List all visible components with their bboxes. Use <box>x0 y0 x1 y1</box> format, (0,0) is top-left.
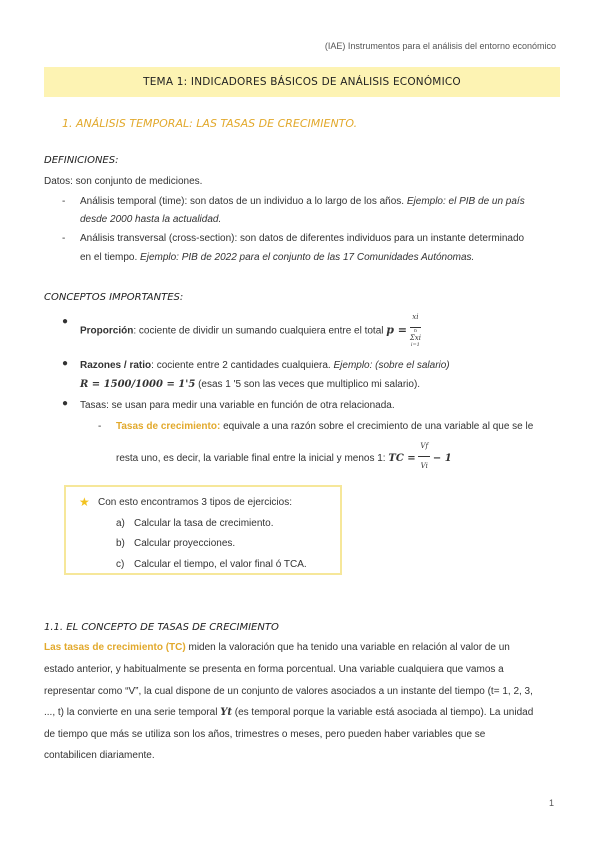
proporcion-sum: Σxi <box>409 334 421 342</box>
temporal-line-1 <box>80 192 525 211</box>
callout-item-text: Calcular el tiempo, el valor final ó TCA. <box>134 559 307 570</box>
definiciones-heading: DEFINICIONES: <box>44 155 119 166</box>
transversal-text-2: en el tiempo. <box>80 252 141 263</box>
tc-fraction <box>418 437 430 476</box>
razones-example: Ejemplo: (sobre el salario) <box>333 360 450 371</box>
section-1-1-lead: Las tasas de crecimiento (TC) <box>44 642 186 653</box>
tc-label: Tasas de crecimiento: <box>116 421 221 432</box>
proporcion-sum-bottom: i=1 <box>410 342 420 348</box>
callout-item-text: Calcular proyecciones. <box>134 538 236 549</box>
razones-formula-note: (esas 1 '5 son las veces que multiplico mi salario). <box>195 379 421 390</box>
tc-formula-rhs: − 1 <box>432 453 452 465</box>
callout-item-marker: b) <box>116 538 125 549</box>
datos-line: Datos: son conjunto de mediciones. <box>44 176 203 187</box>
star-icon: ★ <box>79 495 90 509</box>
section-1-title: 1. ANÁLISIS TEMPORAL: LAS TASAS DE CRECIMIENTO. <box>62 117 358 130</box>
proporcion-formula-lhs: p = <box>386 323 408 337</box>
section-1-1-text-1: miden la valoración que ha tenido una variable en relación al valor de un <box>185 642 510 653</box>
transversal-example: Ejemplo: PIB de 2022 para el conjunto de las 17 Comunidades Autónomas. <box>140 252 475 263</box>
callout-item-text: Calcular la tasa de crecimiento. <box>134 518 274 529</box>
callout-item-marker: c) <box>116 559 125 570</box>
tc-line-1 <box>116 417 533 436</box>
razones-text: : cociente entre 2 cantidades cualquiera. <box>151 360 334 371</box>
callout-item-marker: a) <box>116 518 125 529</box>
document-header-note: (IAE) Instrumentos para el análisis del entorno económico <box>324 41 556 51</box>
proporcion-label: Proporción <box>80 325 134 337</box>
tc-numerator: Vf <box>418 437 430 457</box>
tema-title-bar <box>44 67 560 97</box>
section-1-1-line-3: representar como “V”, la cual dispone de un conjunto de valores asociados a un instante del tiempo (t= 1, 2, 3, <box>44 686 533 697</box>
tc-formula-lhs: TC = <box>388 453 416 465</box>
section-1-1-text-4b: (es temporal porque la variable está asociada al tiempo). La unidad <box>231 707 534 718</box>
bullet-dot: ● <box>62 398 69 409</box>
tema-title: TEMA 1: INDICADORES BÁSICOS DE ANÁLISIS ECONÓMICO <box>143 76 461 88</box>
proporcion-line <box>80 314 421 348</box>
section-1-1-line-2: estado anterior, y habitualmente se presenta en forma porcentual. Una variable cualquiera que vamos a <box>44 664 504 675</box>
razones-line-2 <box>80 375 420 394</box>
proporcion-sum-top: n <box>413 328 417 334</box>
razones-line-1 <box>80 356 450 375</box>
tc-text-2: resta uno, es decir, la variable final entre la inicial y menos 1: <box>116 453 389 465</box>
dash-marker: - <box>62 196 66 207</box>
transversal-line-2 <box>80 248 474 267</box>
tc-denominator: Vi <box>420 462 428 470</box>
proporcion-text: : cociente de dividir un sumando cualquiera entre el total <box>133 325 387 337</box>
series-variable: Yt <box>220 707 232 718</box>
section-1-1-title: 1.1. EL CONCEPTO DE TASAS DE CRECIMIENTO <box>44 622 279 633</box>
dash-marker: - <box>98 421 102 432</box>
bullet-dot: ● <box>62 358 69 369</box>
bullet-dot: ● <box>62 316 69 327</box>
proporcion-fraction <box>410 308 421 348</box>
page-number: 1 <box>548 798 554 808</box>
section-1-1-line-4 <box>44 703 533 722</box>
temporal-example-1: Ejemplo: el PIB de un país <box>406 196 525 207</box>
razones-formula: R = 1500/1000 = 1'5 <box>80 379 196 390</box>
tc-text-1: equivale a una razón sobre el crecimiento de una variable al que se le <box>220 421 534 432</box>
transversal-line-1: Análisis transversal (cross-section): son datos de diferentes individuos para un instante determinado <box>80 233 525 244</box>
proporcion-numerator: xi <box>410 308 421 328</box>
temporal-text: Análisis temporal (time): son datos de un individuo a lo largo de los años. <box>80 196 407 207</box>
proporcion-denominator <box>410 328 421 348</box>
conceptos-heading: CONCEPTOS IMPORTANTES: <box>44 292 184 303</box>
section-1-1-line-6: contabilicen diariamente. <box>44 750 155 761</box>
razones-label: Razones / ratio <box>80 360 152 371</box>
callout-intro: Con esto encontramos 3 tipos de ejercicios: <box>98 497 292 508</box>
section-1-1-text-4a: ..., t) la convierte en una serie temporal <box>44 707 221 718</box>
tasas-line: Tasas: se usan para medir una variable en función de otra relacionada. <box>80 400 395 411</box>
temporal-example-2: desde 2000 hasta la actualidad. <box>80 214 222 225</box>
dash-marker: - <box>62 233 66 244</box>
section-1-1-line-5: de tiempo que más se utiliza son los años, trimestres o meses, pero pueden haber variables que se <box>44 729 486 740</box>
tc-line-2 <box>116 441 452 476</box>
section-1-1-line-1 <box>44 638 510 657</box>
